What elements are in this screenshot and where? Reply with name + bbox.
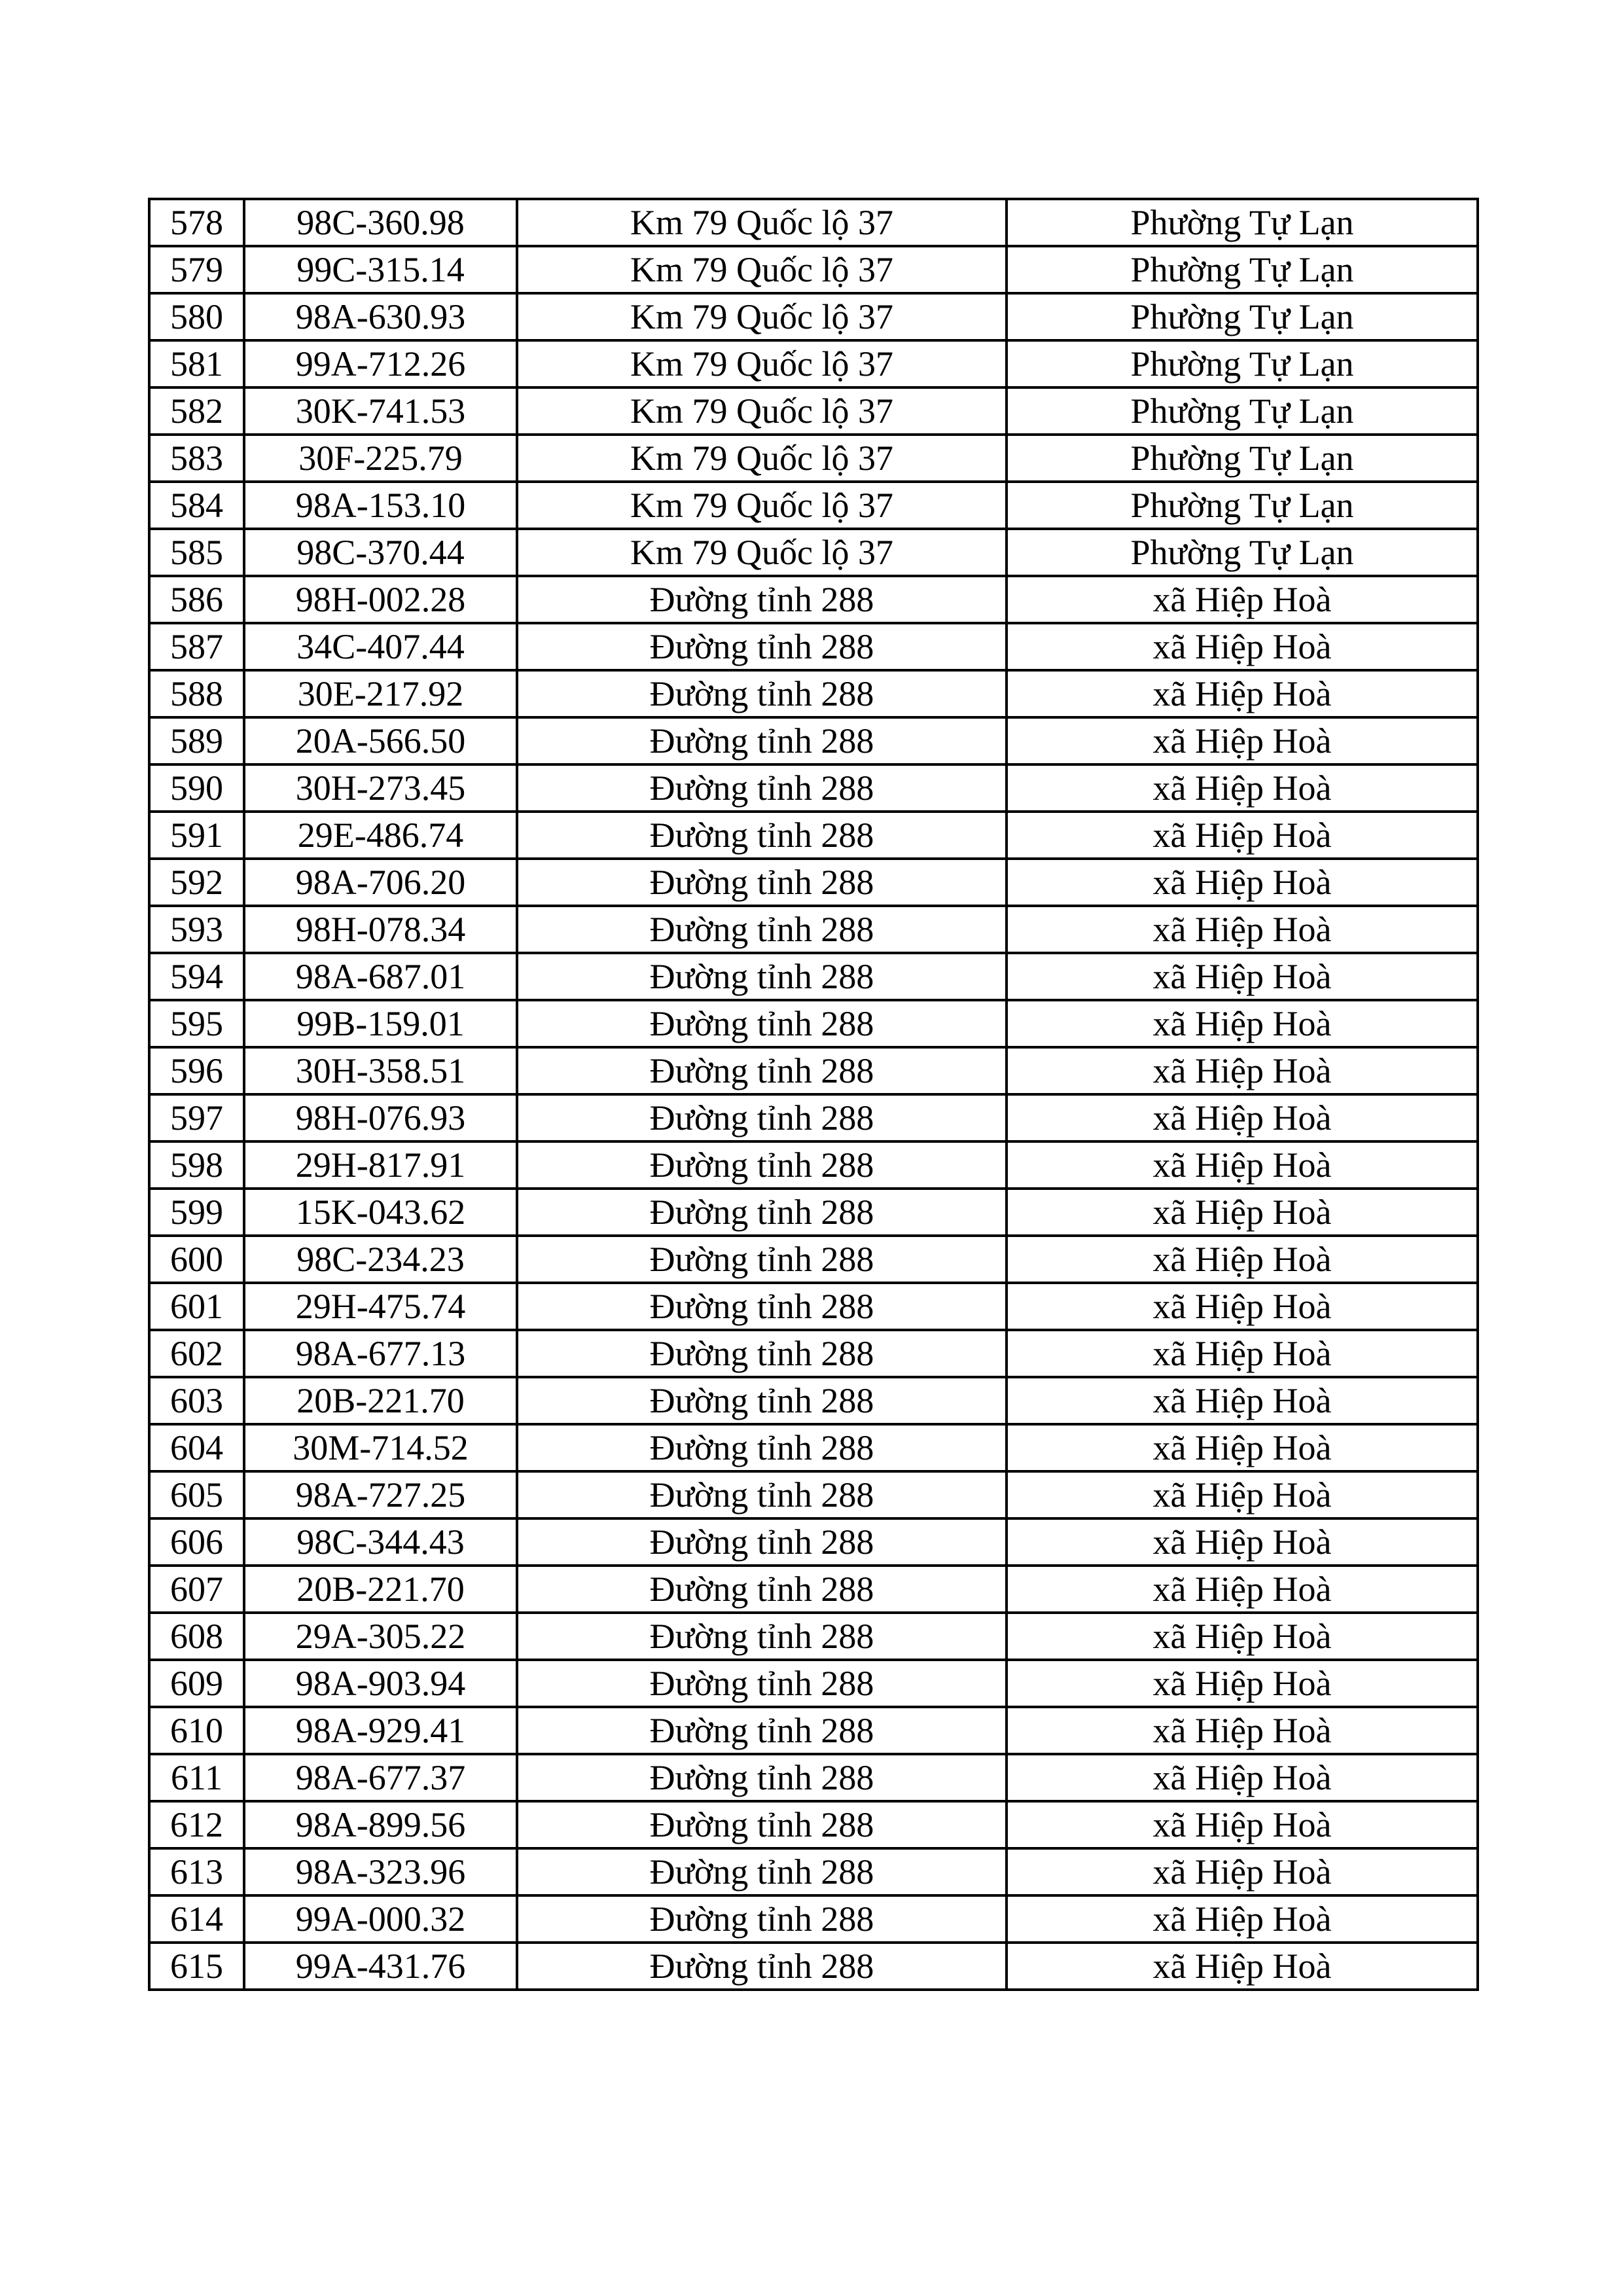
ward-commune-cell: xã Hiệp Hoà bbox=[1007, 1943, 1478, 1990]
ward-commune-cell: xã Hiệp Hoà bbox=[1007, 764, 1478, 812]
license-plate-cell: 99C-315.14 bbox=[244, 246, 517, 293]
violation-location-cell: Đường tỉnh 288 bbox=[517, 1236, 1007, 1283]
license-plate-cell: 98H-002.28 bbox=[244, 576, 517, 623]
table-row bbox=[149, 764, 1478, 812]
violation-location-cell: Đường tỉnh 288 bbox=[517, 1566, 1007, 1613]
license-plate-cell: 98A-687.01 bbox=[244, 953, 517, 1000]
table-row bbox=[149, 1283, 1478, 1330]
row-number-cell: 593 bbox=[149, 906, 244, 953]
license-plate-cell: 29H-475.74 bbox=[244, 1283, 517, 1330]
table-row bbox=[149, 435, 1478, 482]
license-plate-cell: 20A-566.50 bbox=[244, 717, 517, 764]
license-plate-cell: 98C-234.23 bbox=[244, 1236, 517, 1283]
violation-location-cell: Đường tỉnh 288 bbox=[517, 764, 1007, 812]
ward-commune-cell: xã Hiệp Hoà bbox=[1007, 1189, 1478, 1236]
license-plate-cell: 98A-630.93 bbox=[244, 293, 517, 340]
row-number-cell: 612 bbox=[149, 1801, 244, 1848]
row-number-cell: 602 bbox=[149, 1330, 244, 1377]
row-number-cell: 590 bbox=[149, 764, 244, 812]
table-row bbox=[149, 1330, 1478, 1377]
row-number-cell: 614 bbox=[149, 1895, 244, 1943]
license-plate-cell: 98A-677.13 bbox=[244, 1330, 517, 1377]
violation-location-cell: Km 79 Quốc lộ 37 bbox=[517, 199, 1007, 246]
license-plate-cell: 98H-076.93 bbox=[244, 1094, 517, 1141]
violation-table bbox=[148, 198, 1479, 1991]
violation-location-cell: Km 79 Quốc lộ 37 bbox=[517, 246, 1007, 293]
violation-location-cell: Đường tỉnh 288 bbox=[517, 1047, 1007, 1094]
row-number-cell: 588 bbox=[149, 670, 244, 717]
license-plate-cell: 98A-903.94 bbox=[244, 1660, 517, 1707]
ward-commune-cell: xã Hiệp Hoà bbox=[1007, 1047, 1478, 1094]
ward-commune-cell: xã Hiệp Hoà bbox=[1007, 623, 1478, 670]
ward-commune-cell: xã Hiệp Hoà bbox=[1007, 1236, 1478, 1283]
ward-commune-cell: Phường Tự Lạn bbox=[1007, 482, 1478, 529]
license-plate-cell: 20B-221.70 bbox=[244, 1566, 517, 1613]
ward-commune-cell: xã Hiệp Hoà bbox=[1007, 576, 1478, 623]
row-number-cell: 608 bbox=[149, 1613, 244, 1660]
license-plate-cell: 98C-344.43 bbox=[244, 1518, 517, 1566]
license-plate-cell: 30K-741.53 bbox=[244, 387, 517, 435]
violation-location-cell: Đường tỉnh 288 bbox=[517, 1377, 1007, 1424]
row-number-cell: 579 bbox=[149, 246, 244, 293]
license-plate-cell: 30F-225.79 bbox=[244, 435, 517, 482]
table-row bbox=[149, 1801, 1478, 1848]
row-number-cell: 583 bbox=[149, 435, 244, 482]
row-number-cell: 580 bbox=[149, 293, 244, 340]
license-plate-cell: 98A-323.96 bbox=[244, 1848, 517, 1895]
ward-commune-cell: xã Hiệp Hoà bbox=[1007, 717, 1478, 764]
violation-location-cell: Đường tỉnh 288 bbox=[517, 1330, 1007, 1377]
violation-location-cell: Đường tỉnh 288 bbox=[517, 1424, 1007, 1471]
license-plate-cell: 99B-159.01 bbox=[244, 1000, 517, 1047]
ward-commune-cell: xã Hiệp Hoà bbox=[1007, 812, 1478, 859]
table-row bbox=[149, 1189, 1478, 1236]
violation-location-cell: Đường tỉnh 288 bbox=[517, 1943, 1007, 1990]
violation-location-cell: Đường tỉnh 288 bbox=[517, 1613, 1007, 1660]
table-row bbox=[149, 293, 1478, 340]
row-number-cell: 599 bbox=[149, 1189, 244, 1236]
ward-commune-cell: xã Hiệp Hoà bbox=[1007, 670, 1478, 717]
violation-location-cell: Km 79 Quốc lộ 37 bbox=[517, 482, 1007, 529]
table-row bbox=[149, 1471, 1478, 1518]
violation-location-cell: Đường tỉnh 288 bbox=[517, 1848, 1007, 1895]
table-row bbox=[149, 199, 1478, 246]
table-row bbox=[149, 670, 1478, 717]
table-row bbox=[149, 812, 1478, 859]
license-plate-cell: 20B-221.70 bbox=[244, 1377, 517, 1424]
row-number-cell: 601 bbox=[149, 1283, 244, 1330]
violation-location-cell: Đường tỉnh 288 bbox=[517, 717, 1007, 764]
license-plate-cell: 98A-929.41 bbox=[244, 1707, 517, 1754]
license-plate-cell: 98A-677.37 bbox=[244, 1754, 517, 1801]
license-plate-cell: 99A-000.32 bbox=[244, 1895, 517, 1943]
violation-location-cell: Đường tỉnh 288 bbox=[517, 953, 1007, 1000]
license-plate-cell: 30M-714.52 bbox=[244, 1424, 517, 1471]
violation-location-cell: Đường tỉnh 288 bbox=[517, 1471, 1007, 1518]
ward-commune-cell: Phường Tự Lạn bbox=[1007, 529, 1478, 576]
violation-location-cell: Đường tỉnh 288 bbox=[517, 1518, 1007, 1566]
row-number-cell: 613 bbox=[149, 1848, 244, 1895]
ward-commune-cell: xã Hiệp Hoà bbox=[1007, 1613, 1478, 1660]
ward-commune-cell: xã Hiệp Hoà bbox=[1007, 1660, 1478, 1707]
table-row bbox=[149, 529, 1478, 576]
row-number-cell: 584 bbox=[149, 482, 244, 529]
table-row bbox=[149, 1000, 1478, 1047]
violation-location-cell: Km 79 Quốc lộ 37 bbox=[517, 293, 1007, 340]
violation-location-cell: Đường tỉnh 288 bbox=[517, 1801, 1007, 1848]
table-row bbox=[149, 1943, 1478, 1990]
license-plate-cell: 99A-712.26 bbox=[244, 340, 517, 387]
row-number-cell: 581 bbox=[149, 340, 244, 387]
row-number-cell: 595 bbox=[149, 1000, 244, 1047]
violation-location-cell: Đường tỉnh 288 bbox=[517, 670, 1007, 717]
ward-commune-cell: xã Hiệp Hoà bbox=[1007, 1330, 1478, 1377]
row-number-cell: 594 bbox=[149, 953, 244, 1000]
violation-location-cell: Đường tỉnh 288 bbox=[517, 1895, 1007, 1943]
ward-commune-cell: Phường Tự Lạn bbox=[1007, 387, 1478, 435]
violation-location-cell: Đường tỉnh 288 bbox=[517, 1707, 1007, 1754]
row-number-cell: 605 bbox=[149, 1471, 244, 1518]
table-row bbox=[149, 1613, 1478, 1660]
ward-commune-cell: Phường Tự Lạn bbox=[1007, 293, 1478, 340]
violation-location-cell: Đường tỉnh 288 bbox=[517, 1754, 1007, 1801]
table-row bbox=[149, 1094, 1478, 1141]
license-plate-cell: 98A-706.20 bbox=[244, 859, 517, 906]
license-plate-cell: 98A-899.56 bbox=[244, 1801, 517, 1848]
violation-location-cell: Đường tỉnh 288 bbox=[517, 1283, 1007, 1330]
ward-commune-cell: xã Hiệp Hoà bbox=[1007, 1566, 1478, 1613]
table-row bbox=[149, 1518, 1478, 1566]
violation-location-cell: Đường tỉnh 288 bbox=[517, 859, 1007, 906]
row-number-cell: 611 bbox=[149, 1754, 244, 1801]
row-number-cell: 589 bbox=[149, 717, 244, 764]
ward-commune-cell: Phường Tự Lạn bbox=[1007, 340, 1478, 387]
violation-location-cell: Đường tỉnh 288 bbox=[517, 1660, 1007, 1707]
ward-commune-cell: xã Hiệp Hoà bbox=[1007, 1518, 1478, 1566]
row-number-cell: 591 bbox=[149, 812, 244, 859]
row-number-cell: 578 bbox=[149, 199, 244, 246]
ward-commune-cell: Phường Tự Lạn bbox=[1007, 199, 1478, 246]
table-row bbox=[149, 1660, 1478, 1707]
row-number-cell: 596 bbox=[149, 1047, 244, 1094]
license-plate-cell: 30H-358.51 bbox=[244, 1047, 517, 1094]
ward-commune-cell: xã Hiệp Hoà bbox=[1007, 1141, 1478, 1189]
license-plate-cell: 29H-817.91 bbox=[244, 1141, 517, 1189]
license-plate-cell: 98H-078.34 bbox=[244, 906, 517, 953]
table-row bbox=[149, 717, 1478, 764]
license-plate-cell: 98C-370.44 bbox=[244, 529, 517, 576]
table-row bbox=[149, 1377, 1478, 1424]
ward-commune-cell: xã Hiệp Hoà bbox=[1007, 953, 1478, 1000]
row-number-cell: 597 bbox=[149, 1094, 244, 1141]
table-row bbox=[149, 1236, 1478, 1283]
violation-location-cell: Km 79 Quốc lộ 37 bbox=[517, 387, 1007, 435]
ward-commune-cell: xã Hiệp Hoà bbox=[1007, 1424, 1478, 1471]
ward-commune-cell: xã Hiệp Hoà bbox=[1007, 1895, 1478, 1943]
license-plate-cell: 99A-431.76 bbox=[244, 1943, 517, 1990]
ward-commune-cell: xã Hiệp Hoà bbox=[1007, 1000, 1478, 1047]
row-number-cell: 615 bbox=[149, 1943, 244, 1990]
license-plate-cell: 15K-043.62 bbox=[244, 1189, 517, 1236]
ward-commune-cell: xã Hiệp Hoà bbox=[1007, 1801, 1478, 1848]
ward-commune-cell: xã Hiệp Hoà bbox=[1007, 906, 1478, 953]
license-plate-cell: 29E-486.74 bbox=[244, 812, 517, 859]
row-number-cell: 607 bbox=[149, 1566, 244, 1613]
table-row bbox=[149, 1895, 1478, 1943]
row-number-cell: 604 bbox=[149, 1424, 244, 1471]
ward-commune-cell: xã Hiệp Hoà bbox=[1007, 1707, 1478, 1754]
ward-commune-cell: xã Hiệp Hoà bbox=[1007, 1754, 1478, 1801]
row-number-cell: 610 bbox=[149, 1707, 244, 1754]
table-row bbox=[149, 340, 1478, 387]
violation-location-cell: Km 79 Quốc lộ 37 bbox=[517, 529, 1007, 576]
violation-location-cell: Đường tỉnh 288 bbox=[517, 1094, 1007, 1141]
license-plate-cell: 34C-407.44 bbox=[244, 623, 517, 670]
violation-location-cell: Đường tỉnh 288 bbox=[517, 576, 1007, 623]
license-plate-cell: 98A-727.25 bbox=[244, 1471, 517, 1518]
table-row bbox=[149, 1047, 1478, 1094]
table-row bbox=[149, 1848, 1478, 1895]
table-row bbox=[149, 576, 1478, 623]
table-row bbox=[149, 623, 1478, 670]
violation-location-cell: Đường tỉnh 288 bbox=[517, 812, 1007, 859]
row-number-cell: 603 bbox=[149, 1377, 244, 1424]
row-number-cell: 606 bbox=[149, 1518, 244, 1566]
ward-commune-cell: xã Hiệp Hoà bbox=[1007, 1377, 1478, 1424]
violation-location-cell: Đường tỉnh 288 bbox=[517, 1189, 1007, 1236]
violation-location-cell: Km 79 Quốc lộ 37 bbox=[517, 435, 1007, 482]
table-row bbox=[149, 1141, 1478, 1189]
table-row bbox=[149, 482, 1478, 529]
ward-commune-cell: Phường Tự Lạn bbox=[1007, 246, 1478, 293]
table-row bbox=[149, 859, 1478, 906]
row-number-cell: 600 bbox=[149, 1236, 244, 1283]
row-number-cell: 585 bbox=[149, 529, 244, 576]
table-row bbox=[149, 1566, 1478, 1613]
table-row bbox=[149, 1424, 1478, 1471]
license-plate-cell: 30H-273.45 bbox=[244, 764, 517, 812]
ward-commune-cell: xã Hiệp Hoà bbox=[1007, 1848, 1478, 1895]
violation-location-cell: Km 79 Quốc lộ 37 bbox=[517, 340, 1007, 387]
violation-location-cell: Đường tỉnh 288 bbox=[517, 1000, 1007, 1047]
violation-location-cell: Đường tỉnh 288 bbox=[517, 623, 1007, 670]
row-number-cell: 592 bbox=[149, 859, 244, 906]
ward-commune-cell: xã Hiệp Hoà bbox=[1007, 1471, 1478, 1518]
ward-commune-cell: xã Hiệp Hoà bbox=[1007, 859, 1478, 906]
row-number-cell: 586 bbox=[149, 576, 244, 623]
ward-commune-cell: xã Hiệp Hoà bbox=[1007, 1094, 1478, 1141]
table-row bbox=[149, 1707, 1478, 1754]
table-row bbox=[149, 953, 1478, 1000]
row-number-cell: 598 bbox=[149, 1141, 244, 1189]
license-plate-cell: 98A-153.10 bbox=[244, 482, 517, 529]
violation-location-cell: Đường tỉnh 288 bbox=[517, 1141, 1007, 1189]
table-row bbox=[149, 1754, 1478, 1801]
ward-commune-cell: Phường Tự Lạn bbox=[1007, 435, 1478, 482]
violation-location-cell: Đường tỉnh 288 bbox=[517, 906, 1007, 953]
table-row bbox=[149, 387, 1478, 435]
row-number-cell: 609 bbox=[149, 1660, 244, 1707]
license-plate-cell: 29A-305.22 bbox=[244, 1613, 517, 1660]
ward-commune-cell: xã Hiệp Hoà bbox=[1007, 1283, 1478, 1330]
row-number-cell: 582 bbox=[149, 387, 244, 435]
license-plate-cell: 30E-217.92 bbox=[244, 670, 517, 717]
row-number-cell: 587 bbox=[149, 623, 244, 670]
table-row bbox=[149, 906, 1478, 953]
license-plate-cell: 98C-360.98 bbox=[244, 199, 517, 246]
table-row bbox=[149, 246, 1478, 293]
violation-table-body bbox=[149, 199, 1478, 1990]
